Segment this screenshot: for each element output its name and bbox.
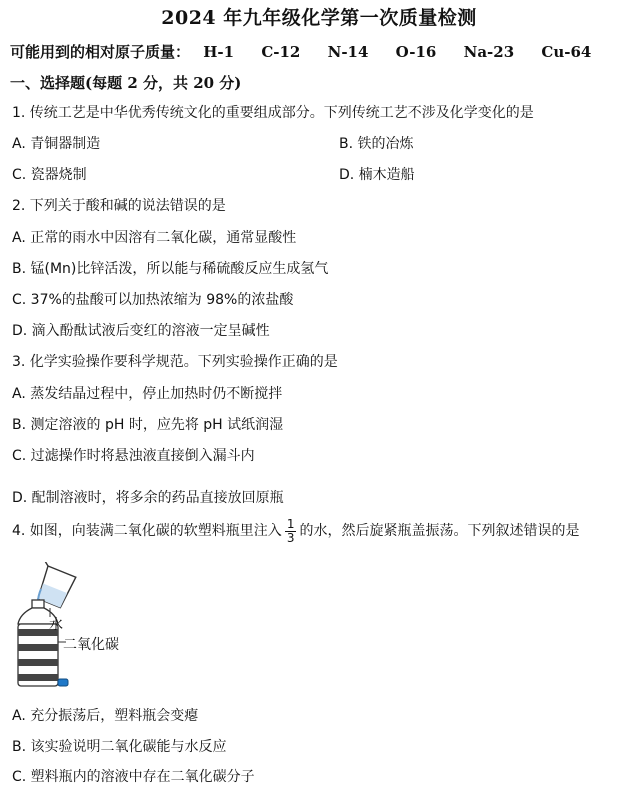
- atomic-mass-item: O-16: [395, 43, 437, 61]
- fraction-one-third: [285, 518, 297, 545]
- fraction-denominator: 3: [286, 530, 295, 545]
- bottle-diagram-icon: [8, 562, 168, 694]
- atomic-mass-item: N-14: [327, 43, 369, 61]
- page-title: 2024 年九年级化学第一次质量检测: [161, 7, 477, 29]
- q2-option-a: A. 正常的雨水中因溶有二氧化碳，通常显酸性: [12, 230, 297, 246]
- q4-stem-before: 4. 如图，向装满二氧化碳的软塑料瓶里注入: [12, 523, 282, 539]
- q4-stem: [12, 514, 579, 548]
- q3-option-a: A. 蒸发结晶过程中，停止加热时仍不断搅拌: [12, 386, 283, 402]
- q4-option-a: A. 充分振荡后，塑料瓶会变瘪: [12, 708, 199, 724]
- q1-option-b: B. 铁的冶炼: [339, 136, 414, 152]
- q3-stem: 3. 化学实验操作要科学规范。下列实验操作正确的是: [12, 354, 338, 370]
- atomic-mass-item: H-1: [203, 43, 235, 61]
- q2-option-c: C. 37%的盐酸可以加热浓缩为 98%的浓盐酸: [12, 292, 294, 308]
- q1-option-d: D. 楠木造船: [339, 167, 415, 183]
- atomic-mass-item: C-12: [261, 43, 301, 61]
- q4-option-c: C. 塑料瓶内的溶液中存在二氧化碳分子: [12, 769, 255, 785]
- atomic-mass-item: Na-23: [463, 43, 515, 61]
- atomic-masses-label: 可能用到的相对原子质量：: [10, 43, 191, 61]
- q2-option-d: D. 滴入酚酞试液后变红的溶液一定呈碱性: [12, 323, 270, 339]
- figure-label-co2: 二氧化碳: [63, 637, 119, 653]
- figure-label-water: 水: [49, 617, 63, 633]
- q4-stem-after: 的水，然后旋紧瓶盖振荡。下列叙述错误的是: [299, 523, 580, 539]
- fraction-numerator: 1: [286, 516, 295, 531]
- atomic-mass-item: Cu-64: [541, 43, 592, 61]
- q3-option-c: C. 过滤操作时将悬浊液直接倒入漏斗内: [12, 448, 255, 464]
- co2-bottle-figure: [8, 562, 168, 694]
- q2-option-b: B. 锰(Mn)比锌活泼，所以能与稀硫酸反应生成氢气: [12, 261, 329, 277]
- q1-stem: 1. 传统工艺是中华优秀传统文化的重要组成部分。下列传统工艺不涉及化学变化的是: [12, 105, 534, 121]
- q3-option-d: D. 配制溶液时，将多余的药品直接放回原瓶: [12, 490, 284, 506]
- section-title: 一、选择题(每题 2 分，共 20 分): [10, 74, 242, 92]
- atomic-masses: [10, 41, 613, 62]
- q1-option-c: C. 瓷器烧制: [12, 167, 87, 183]
- q1-option-a: A. 青铜器制造: [12, 136, 101, 152]
- q4-option-b: B. 该实验说明二氧化碳能与水反应: [12, 739, 227, 755]
- q2-stem: 2. 下列关于酸和碱的说法错误的是: [12, 198, 226, 214]
- q3-option-b: B. 测定溶液的 pH 时，应先将 pH 试纸润湿: [12, 417, 284, 433]
